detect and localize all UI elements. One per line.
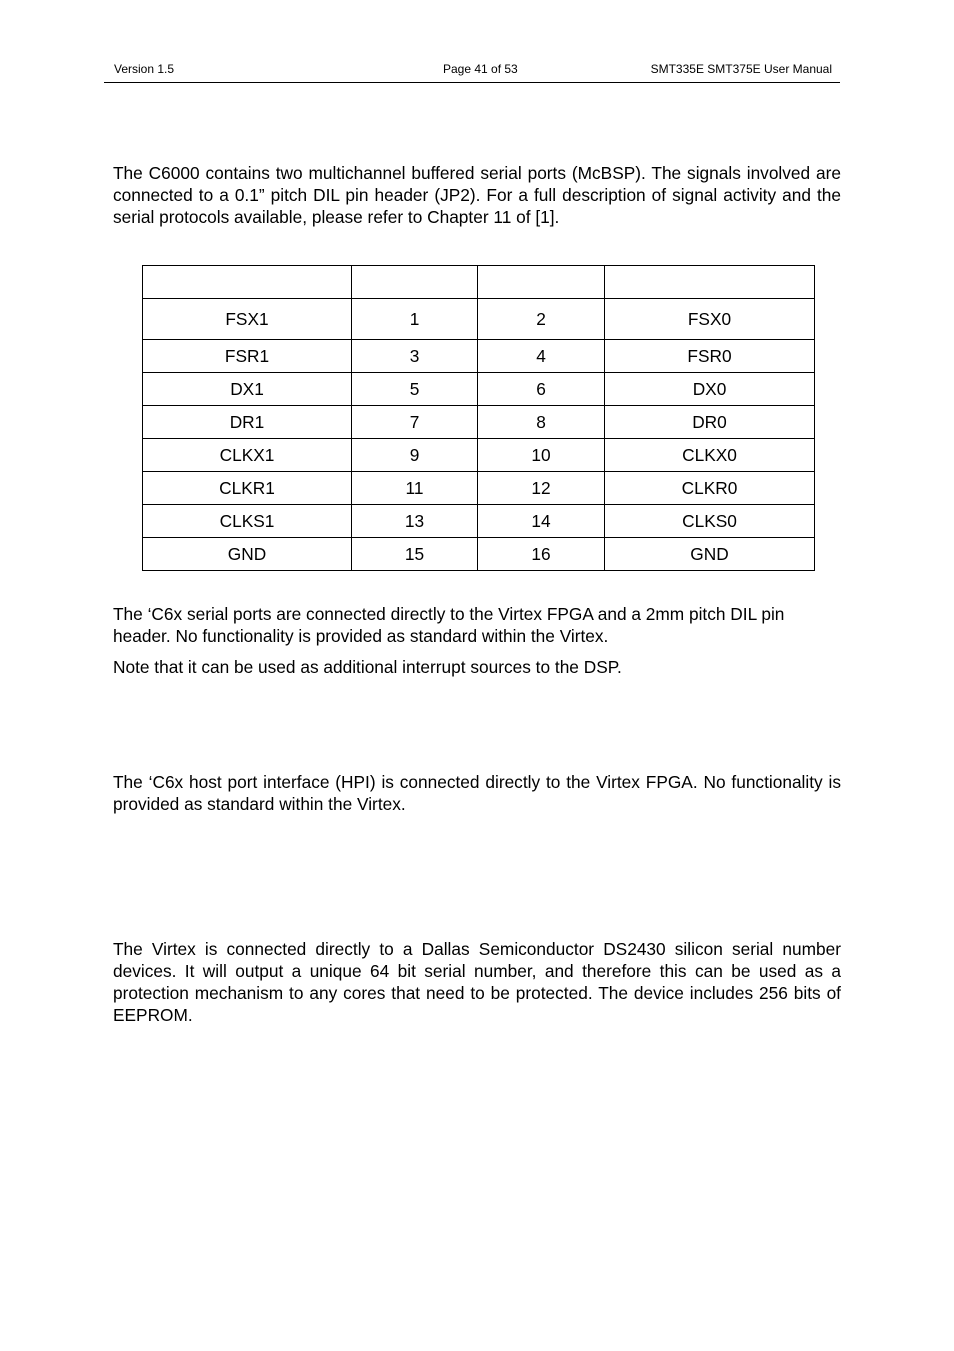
table-cell-pin-even: 10 (478, 439, 605, 472)
table-cell-signal-0: FSR0 (605, 340, 815, 373)
header-document-title: SMT335E SMT375E User Manual (650, 62, 832, 76)
mcbsp-pin-table (142, 265, 815, 571)
table-cell-signal-1: FSX1 (143, 299, 352, 340)
table-header-cell (143, 266, 352, 299)
table-cell-signal-1: DX1 (143, 373, 352, 406)
table-cell-signal-0: DX0 (605, 373, 815, 406)
table-cell-pin-odd: 13 (352, 505, 478, 538)
table-cell-pin-even: 8 (478, 406, 605, 439)
interrupt-note-paragraph: Note that it can be used as additional interrupt sources to the DSP. (113, 657, 622, 677)
table-cell-pin-odd: 1 (352, 299, 478, 340)
table-cell-pin-even: 12 (478, 472, 605, 505)
serial-ports-paragraph: The ‘C6x serial ports are connected directly to the Virtex FPGA and a 2mm pitch DIL pin header. No functionality is provided as standard within the Virtex. (113, 604, 785, 646)
table-cell-pin-odd: 11 (352, 472, 478, 505)
table-cell-signal-0: CLKS0 (605, 505, 815, 538)
header-version: Version 1.5 (114, 62, 175, 76)
table-header-cell (352, 266, 478, 299)
table-cell-pin-odd: 7 (352, 406, 478, 439)
table-header-row (143, 266, 815, 299)
table-cell-pin-even: 14 (478, 505, 605, 538)
table-cell-signal-0: GND (605, 538, 815, 571)
mcbsp-intro-paragraph: The C6000 contains two multichannel buffered serial ports (McBSP). The signals involved are connected to a 0.1” pitch DIL pin header (JP2). For a full description of signal activity and the serial protocols available, please refer to Chapter 11 of [1]. (113, 163, 841, 227)
table-row (143, 299, 815, 340)
table-cell-pin-odd: 5 (352, 373, 478, 406)
table-cell-signal-1: CLKX1 (143, 439, 352, 472)
table-header-cell (478, 266, 605, 299)
hpi-paragraph: The ‘C6x host port interface (HPI) is connected directly to the Virtex FPGA. No functionality is provided as standard within the Virtex. (113, 772, 841, 814)
table-row (143, 505, 815, 538)
table-cell-signal-0: FSX0 (605, 299, 815, 340)
table-cell-signal-1: FSR1 (143, 340, 352, 373)
table-cell-pin-even: 6 (478, 373, 605, 406)
table-cell-pin-even: 2 (478, 299, 605, 340)
table-cell-pin-odd: 9 (352, 439, 478, 472)
table-cell-pin-even: 4 (478, 340, 605, 373)
dallas-paragraph: The Virtex is connected directly to a Dallas Semiconductor DS2430 silicon serial number devices. It will output a unique 64 bit serial number, and therefore this can be used as a protection mechanism to any cores that need to be protected. The device includes 256 bits of EEPROM. (113, 939, 841, 1025)
table-row (143, 406, 815, 439)
header-page-number: Page 41 of 53 (443, 62, 518, 76)
table-header-cell (605, 266, 815, 299)
page-header (104, 62, 840, 83)
table-cell-signal-1: CLKR1 (143, 472, 352, 505)
table-cell-pin-even: 16 (478, 538, 605, 571)
table-row (143, 340, 815, 373)
table-cell-pin-odd: 15 (352, 538, 478, 571)
table-cell-signal-1: CLKS1 (143, 505, 352, 538)
table-row (143, 439, 815, 472)
table-cell-signal-0: CLKR0 (605, 472, 815, 505)
table-cell-signal-1: GND (143, 538, 352, 571)
table-row (143, 373, 815, 406)
table-row (143, 538, 815, 571)
table-cell-signal-0: DR0 (605, 406, 815, 439)
table-row (143, 472, 815, 505)
table-cell-signal-0: CLKX0 (605, 439, 815, 472)
table-cell-signal-1: DR1 (143, 406, 352, 439)
table-cell-pin-odd: 3 (352, 340, 478, 373)
